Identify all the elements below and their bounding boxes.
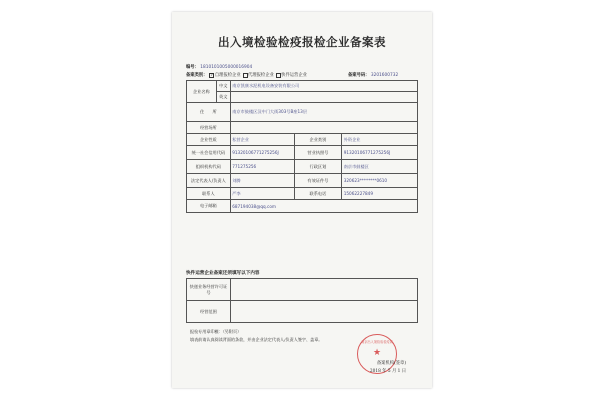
instruction-note: 填表前请认真阅读背面的条款，并由企业法定代表人/负责人签字、盖章。	[190, 337, 323, 342]
contact-person-value: 严李	[230, 188, 294, 200]
record-number-row	[186, 64, 252, 70]
category-self-label: 自理报检企业	[214, 73, 241, 78]
credit-code-label: 统一社会信用代码	[187, 146, 231, 160]
seal-text: 南京出入境检验检疫局	[361, 340, 393, 344]
category-checkbox-agent[interactable]	[243, 73, 248, 78]
category-agent-label: 代理报检企业	[248, 73, 274, 78]
admin-region-label: 行政区划	[294, 160, 342, 174]
address-label: 住 所	[187, 103, 231, 122]
category-label: 备案类别：	[186, 73, 208, 78]
chinese-name-label: 中文	[216, 81, 230, 92]
registration-number-row	[348, 72, 398, 78]
org-code-label: 组织机构代码	[187, 160, 231, 174]
category-checkbox-self[interactable]	[209, 73, 214, 78]
seal-note: 报检专用章印模：（另附页）	[190, 329, 242, 334]
legal-rep-value: 刘腾	[230, 174, 294, 188]
contact-phone-value: 15062227849	[342, 188, 418, 200]
company-name-label: 企业名称	[187, 81, 217, 103]
org-code-value: 771275256	[230, 160, 294, 174]
business-scope-value	[230, 301, 417, 323]
chinese-name-value: 南京凯康水泥机电设备安装有限公司	[230, 81, 417, 92]
english-name-value	[230, 92, 417, 103]
legal-rep-label: 法定代表人/负责人	[187, 174, 231, 188]
enterprise-category-value: 外资企业	[342, 134, 418, 146]
business-license-value: 91320106771275256J	[342, 146, 418, 160]
category-checkbox-express[interactable]	[276, 73, 281, 78]
express-info-table	[186, 278, 418, 323]
filing-date: 2018 年 5 月 1 日	[369, 369, 406, 374]
admin-region-value: 南京市鼓楼区	[342, 160, 418, 174]
agency-signature: 备案机构(签章)	[376, 361, 406, 366]
business-scope-label: 经营范围	[187, 301, 231, 323]
business-site-label: 经营场所	[187, 122, 231, 134]
email-label: 电子邮箱	[187, 200, 231, 213]
business-site-value	[230, 122, 417, 134]
document-page	[172, 12, 432, 388]
courier-license-value	[230, 279, 417, 301]
id-number-value: 320623********0610	[342, 174, 418, 188]
record-number-value: 1810101005000016904	[200, 65, 253, 70]
courier-license-label: 快递业务经营许可证号	[187, 279, 231, 301]
registration-number-label: 备案号码：	[348, 73, 370, 78]
enterprise-nature-label: 企业性质	[187, 134, 231, 146]
id-number-label: 有效证件号	[294, 174, 342, 188]
business-license-label: 营业执照号	[294, 146, 342, 160]
seal-star-icon: ★	[372, 348, 382, 358]
express-section-heading: 快件运营企业备案还须填写以下内容	[186, 271, 260, 276]
registration-number-value: 3201600732	[370, 73, 399, 78]
enterprise-nature-value: 私营企业	[230, 134, 294, 146]
category-express-label: 快件运营企业	[281, 73, 307, 78]
record-number-label: 编号：	[186, 65, 199, 70]
contact-person-label: 联系人	[187, 188, 231, 200]
enterprise-category-label: 企业类别	[294, 134, 342, 146]
address-value: 南京市鼓楼区汉中门大街303号B座13层	[230, 103, 417, 122]
document-title: 出入境检验检疫报检企业备案表	[218, 35, 386, 49]
contact-phone-label: 联系电话	[294, 188, 342, 200]
credit-code-value: 91320106771275256J	[230, 146, 294, 160]
english-name-label: 英文	[216, 92, 230, 103]
email-value: 687194038@qq.com	[230, 200, 417, 213]
company-info-table	[186, 80, 418, 213]
category-row	[186, 72, 307, 78]
